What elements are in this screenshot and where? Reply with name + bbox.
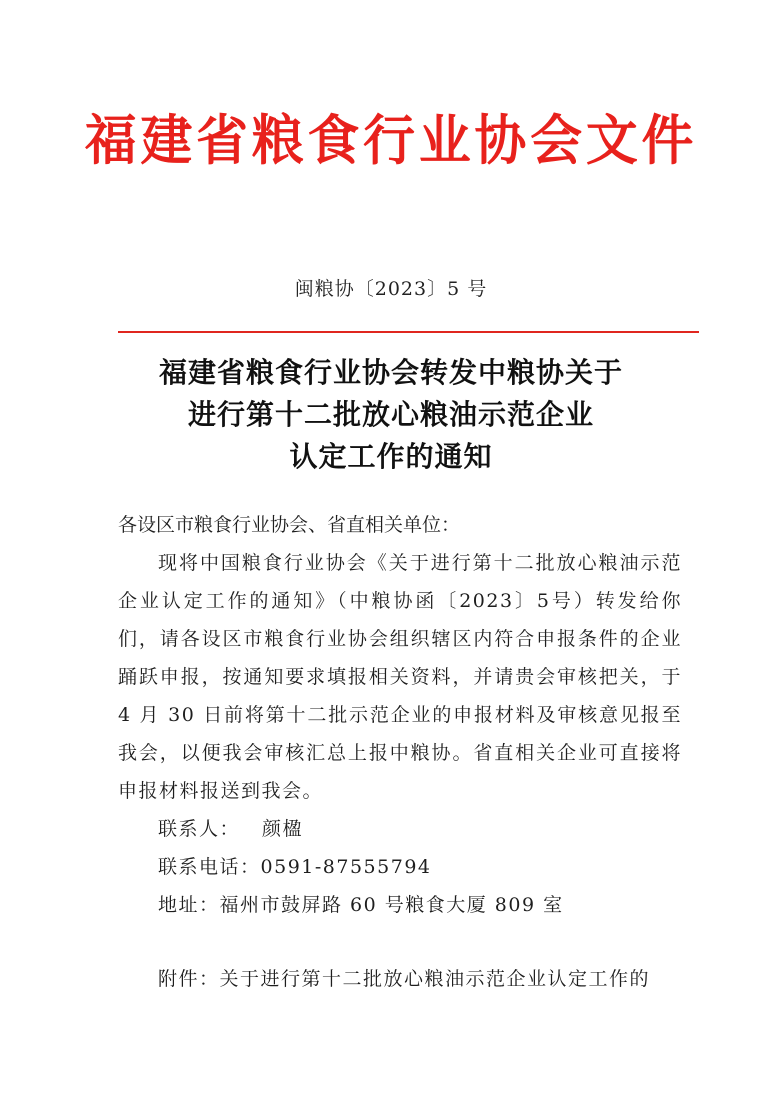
attachment-line: 附件：关于进行第十二批放心粮油示范企业认定工作的 [158, 968, 651, 990]
red-divider-rule [118, 331, 699, 333]
contact-phone-number: 0591-87555794 [260, 856, 432, 878]
notice-title-line-1: 福建省粮食行业协会转发中粮协关于 [158, 356, 623, 389]
contact-person-line [118, 810, 682, 848]
contact-person-name: 颜楹 [262, 818, 304, 840]
notice-title [0, 352, 782, 478]
notice-body [118, 506, 682, 998]
address-line [118, 886, 682, 924]
notice-title-line-3: 认定工作的通知 [289, 440, 493, 473]
document-number: 闽粮协〔2023〕5 号 [294, 278, 488, 300]
address-label: 地址： [158, 894, 220, 916]
salutation: 各设区市粮食行业协会、省直相关单位： [118, 514, 461, 536]
notice-title-line-2: 进行第十二批放心粮油示范企业 [187, 398, 594, 431]
address-value: 福州市鼓屏路 60 号粮食大厦 809 室 [219, 894, 564, 916]
main-paragraph: 现将中国粮食行业协会《关于进行第十二批放心粮油示范企业认定工作的通知》（中粮协函〔2023〕5号）转发给你们，请各设区市粮食行业协会组织辖区内符合申报条件的企业踊跃申报，按通知要求填报相关资料，并请贵会审核把关，于 4 月 30 日前将第十二批示范企业的申报材料及审核意见报至我会，以便我会审核汇总上报中粮协。省直相关企业可直接将申报材料报送到我会。 [118, 552, 682, 802]
contact-phone-label: 联系电话： [158, 856, 261, 878]
org-header-title: 福建省粮食行业协会文件 [84, 108, 698, 172]
contact-phone-line [118, 848, 682, 886]
contact-person-label: 联系人： [158, 818, 241, 840]
